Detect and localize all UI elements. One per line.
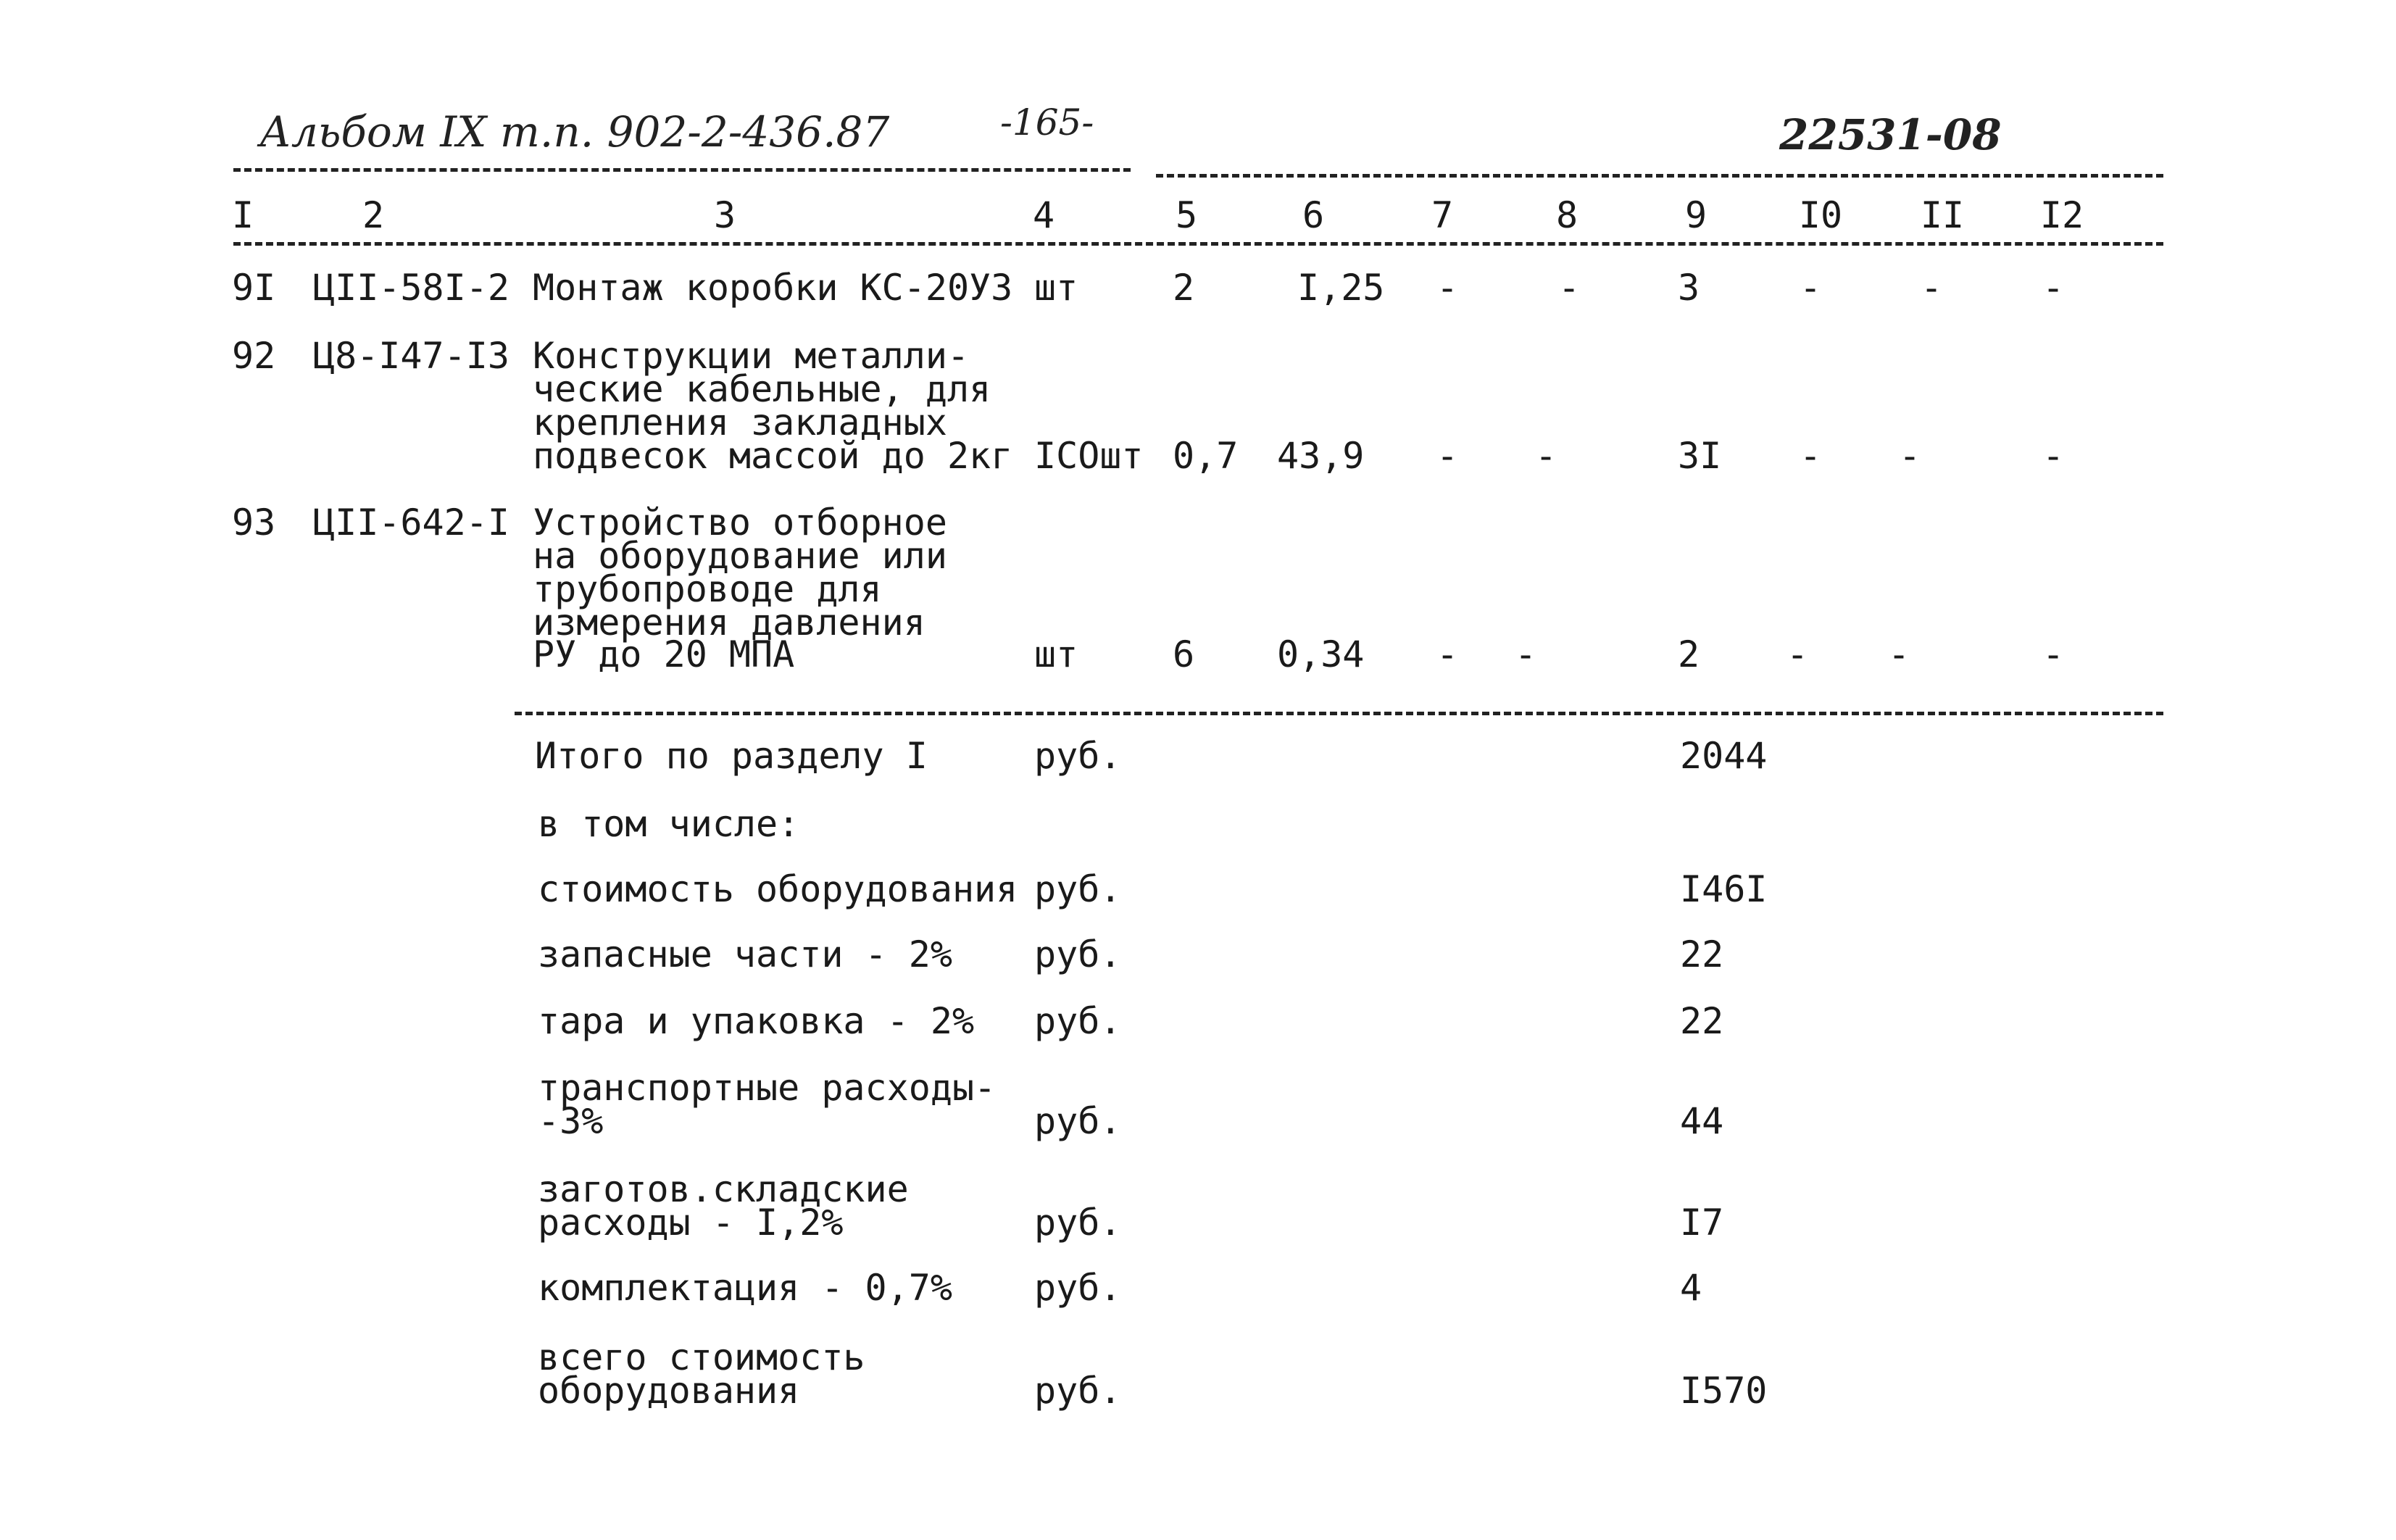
- row-93-number: 93: [232, 501, 276, 544]
- row-91-c12: -: [2042, 267, 2065, 309]
- row-91-c9: 3: [1678, 267, 1700, 309]
- summary-grand-total-value: I570: [1680, 1370, 1768, 1412]
- row-92-desc-line-2: ческие кабельные, для: [533, 368, 991, 410]
- summary-spare-parts-label: запасные части - 2%: [538, 933, 952, 975]
- summary-warehouse-label-2: расходы - I,2%: [538, 1202, 844, 1244]
- row-93-code: ЦII-642-I: [313, 501, 509, 544]
- row-93-c10: -: [1786, 633, 1809, 675]
- row-93-c6: 0,34: [1277, 633, 1365, 675]
- row-92-number: 92: [232, 335, 276, 377]
- row-92-c10: -: [1800, 435, 1822, 477]
- col-num-9: 9: [1684, 194, 1707, 236]
- summary-transport-label-2: -3%: [538, 1100, 604, 1142]
- col-num-1: I: [231, 194, 254, 236]
- row-93-c7: -: [1436, 633, 1459, 675]
- page-number: -165-: [1000, 101, 1094, 143]
- row-93-desc-line-5: РУ до 20 МПА: [533, 633, 795, 675]
- row-91-number: 9I: [232, 267, 276, 309]
- summary-transport-value: 44: [1680, 1100, 1724, 1142]
- row-91-c7: -: [1436, 267, 1459, 309]
- top-rule-left: [233, 168, 1131, 172]
- summary-including-label: в том числе:: [538, 803, 800, 845]
- col-num-3: 3: [713, 194, 736, 236]
- row-93-desc-line-2: на оборудование или: [533, 535, 947, 577]
- album-reference: Альбом IX т.п. 902-2-436.87: [259, 107, 890, 157]
- row-91-c11: -: [1921, 267, 1943, 309]
- row-92-c8: -: [1535, 435, 1557, 477]
- row-92-c9: 3I: [1678, 435, 1722, 477]
- row-91-c8: -: [1558, 267, 1581, 309]
- row-92-desc-line-4: подвесок массой до 2кг: [533, 435, 1013, 477]
- row-92-c5: 0,7: [1173, 435, 1239, 477]
- row-91-desc: Монтаж коробки КС-20УЗ: [533, 267, 1013, 309]
- summary-grand-total-label-2: оборудования: [538, 1370, 800, 1412]
- col-num-12: I2: [2039, 194, 2084, 236]
- row-91-c6: I,25: [1297, 267, 1385, 309]
- row-92-c11: -: [1899, 435, 1921, 477]
- row-93-desc-line-1: Устройство отборное: [533, 501, 947, 544]
- summary-warehouse-label-1: заготов.складские: [538, 1168, 909, 1210]
- summary-rule: [515, 712, 2163, 715]
- summary-packaging-label: тара и упаковка - 2%: [538, 1000, 975, 1042]
- summary-equipment-label: стоимость оборудования: [538, 868, 1018, 910]
- col-num-7: 7: [1431, 194, 1454, 236]
- summary-completion-unit: руб.: [1034, 1267, 1122, 1309]
- summary-spare-parts-unit: руб.: [1034, 933, 1122, 975]
- row-93-desc-line-3: трубопроводе для: [533, 568, 882, 610]
- row-93-desc-line-4: измерения давления: [533, 602, 925, 644]
- col-num-8: 8: [1555, 194, 1578, 236]
- summary-packaging-value: 22: [1680, 1000, 1724, 1042]
- col-num-11: II: [1920, 194, 1965, 236]
- document-code: 22531-08: [1779, 110, 2002, 159]
- row-91-c5: 2: [1173, 267, 1195, 309]
- header-rule: [233, 242, 2163, 246]
- row-93-c5: 6: [1173, 633, 1195, 675]
- row-91-unit: шт: [1034, 267, 1078, 309]
- summary-warehouse-value: I7: [1680, 1202, 1724, 1244]
- row-92-desc-line-1: Конструкции металли-: [533, 335, 970, 377]
- summary-total-label: Итого по разделу I: [535, 735, 928, 777]
- row-92-unit: IСОшт: [1034, 435, 1144, 477]
- row-93-c12: -: [2042, 633, 2065, 675]
- col-num-10: I0: [1798, 194, 1843, 236]
- row-92-c6: 43,9: [1277, 435, 1365, 477]
- summary-transport-label-1: транспортные расходы-: [538, 1067, 997, 1109]
- col-num-6: 6: [1302, 194, 1325, 236]
- row-93-unit: шт: [1034, 633, 1078, 675]
- row-92-c7: -: [1436, 435, 1459, 477]
- col-num-2: 2: [362, 194, 385, 236]
- row-92-c12: -: [2042, 435, 2065, 477]
- col-num-5: 5: [1175, 194, 1198, 236]
- row-92-desc-line-3: крепления закладных: [533, 401, 947, 444]
- row-91-code: ЦII-58I-2: [313, 267, 509, 309]
- row-91-c10: -: [1800, 267, 1822, 309]
- col-num-4: 4: [1032, 194, 1055, 236]
- summary-spare-parts-value: 22: [1680, 933, 1724, 975]
- summary-completion-value: 4: [1680, 1267, 1702, 1309]
- row-92-code: Ц8-I47-I3: [313, 335, 509, 377]
- summary-transport-unit: руб.: [1034, 1100, 1122, 1142]
- summary-packaging-unit: руб.: [1034, 1000, 1122, 1042]
- summary-total-unit: руб.: [1034, 735, 1122, 777]
- row-93-c11: -: [1888, 633, 1910, 675]
- summary-completion-label: комплектация - 0,7%: [538, 1267, 952, 1309]
- summary-equipment-unit: руб.: [1034, 868, 1122, 910]
- summary-equipment-value: I46I: [1680, 868, 1768, 910]
- top-rule-right: [1156, 174, 2163, 178]
- row-93-c9: 2: [1678, 633, 1700, 675]
- summary-grand-total-unit: руб.: [1034, 1370, 1122, 1412]
- summary-total-value: 2044: [1680, 735, 1768, 777]
- summary-warehouse-unit: руб.: [1034, 1202, 1122, 1244]
- row-93-c8: -: [1515, 633, 1537, 675]
- summary-grand-total-label-1: всего стоимость: [538, 1336, 865, 1378]
